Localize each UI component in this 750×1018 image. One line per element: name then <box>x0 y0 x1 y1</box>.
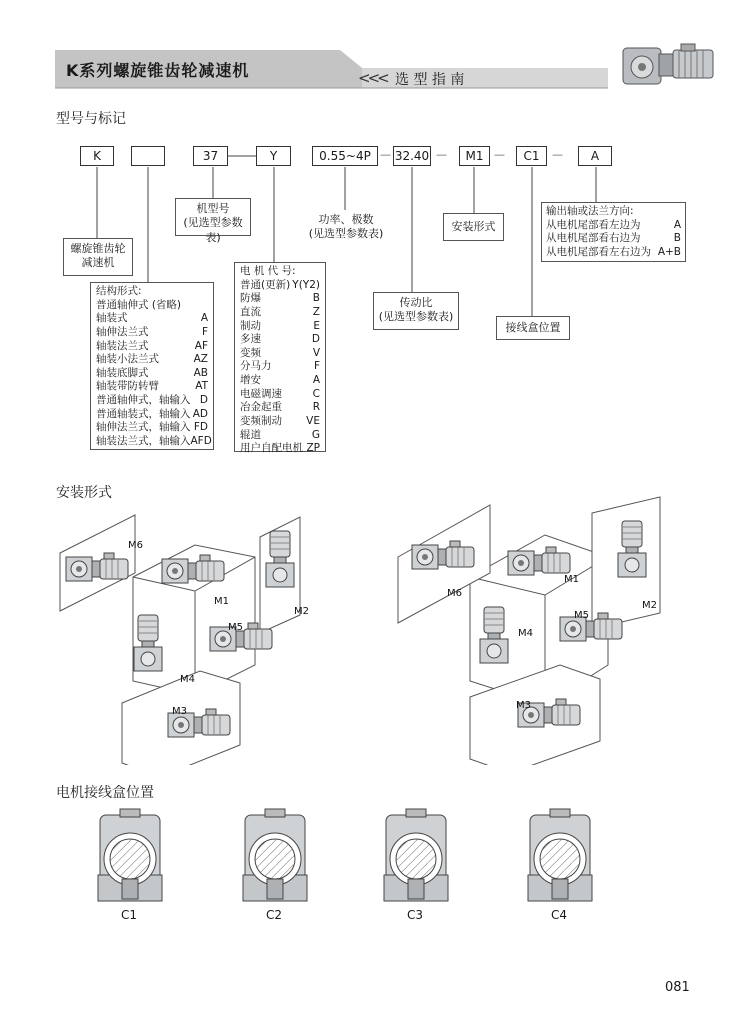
shaft-row <box>546 219 681 233</box>
code-box-mounting: M1 <box>459 146 490 166</box>
ratio-box <box>373 292 459 330</box>
separator: — <box>436 148 447 161</box>
motor-row: 变频制动 VE <box>240 415 320 428</box>
motor-code-box <box>234 262 326 455</box>
shaft-row-code: A <box>673 218 681 231</box>
mount-label-right: M3 <box>516 700 531 711</box>
model-number-box <box>175 198 251 244</box>
terminal-label: C1 <box>121 908 138 922</box>
separator: — <box>552 148 563 161</box>
mount-label-right: M1 <box>564 574 579 585</box>
separator: — <box>494 148 505 161</box>
shaft-row-code: A+B <box>657 245 681 258</box>
motor-row: 多速 D <box>240 333 320 346</box>
structure-row: 轴伸法兰式 F <box>96 325 208 338</box>
separator: — <box>380 148 391 161</box>
page-subtitle: 选 型 指 南 <box>395 72 465 88</box>
shaft-row <box>546 246 681 260</box>
mount-label-left: M5 <box>228 622 243 633</box>
structure-row: 轴装式 A <box>96 312 208 325</box>
structure-row: 轴装法兰式，轴输入 AFD <box>96 435 212 448</box>
mount-label-right: M4 <box>518 628 533 639</box>
mount-label-left: M4 <box>180 674 195 685</box>
motor-row: 普通(更新) Y(Y2) <box>240 278 320 291</box>
terminal-positions-diagram <box>0 805 750 905</box>
shaft-row-code: B <box>673 232 681 245</box>
code-box-power: 0.55~4P <box>312 146 378 166</box>
code-box-size: 37 <box>193 146 228 166</box>
reducer-name-box <box>63 238 133 276</box>
motor-row: 辊道 G <box>240 428 320 441</box>
model-number-note: (见选型参数表) <box>183 216 243 244</box>
terminal-label: C2 <box>266 908 283 922</box>
mount-label-right: M2 <box>642 600 657 611</box>
mount-label-right: M5 <box>574 610 589 621</box>
motor-row: 变频 V <box>240 346 320 359</box>
section-title-terminal: 电机接线盒位置 <box>56 785 154 801</box>
terminal-label: C4 <box>551 908 568 922</box>
motor-row: 电磁调速 C <box>240 387 320 400</box>
reducer-name-line1: 螺旋锥齿轮 <box>70 242 126 255</box>
ratio-note: (见选型参数表) <box>378 310 454 324</box>
code-box-terminal: C1 <box>516 146 547 166</box>
motor-row: 分马力 F <box>240 360 320 373</box>
motor-row: 冶金起重 R <box>240 401 320 414</box>
power-box <box>307 210 385 248</box>
code-box-motor: Y <box>256 146 291 166</box>
page-number: 081 <box>665 980 690 995</box>
structure-type-box <box>90 282 214 450</box>
motor-row: 直流 Z <box>240 305 320 318</box>
mount-label-left: M1 <box>214 596 229 607</box>
mounting-type-box: 安装形式 <box>443 213 504 241</box>
power-note: (见选型参数表) <box>308 227 384 241</box>
motor-row: 防爆 B <box>240 292 320 305</box>
structure-row: 轴装带防转臂 AT <box>96 380 208 393</box>
shaft-row <box>546 232 681 246</box>
code-box-ratio: 32.40 <box>393 146 431 166</box>
mount-label-left: M3 <box>172 706 187 717</box>
structure-row: 普通轴伸式，轴输入 D <box>96 394 208 407</box>
structure-row: 轴装小法兰式 AZ <box>96 353 208 366</box>
mount-label-left: M6 <box>128 540 143 551</box>
section-title-mounting: 安装形式 <box>56 485 112 501</box>
motor-row: 用户自配电机 ZP <box>240 442 320 455</box>
terminal-label: C3 <box>407 908 424 922</box>
code-box-shaft: A <box>578 146 612 166</box>
page-title: K系列螺旋锥齿轮减速机 <box>66 61 250 80</box>
chevron-icon: <<< <box>358 69 387 87</box>
mount-label-right: M6 <box>447 588 462 599</box>
mount-label-left: M2 <box>294 606 309 617</box>
reducer-name-line2: 减速机 <box>81 256 115 270</box>
mounting-positions-diagram <box>0 495 750 765</box>
shaft-direction-title: 输出轴或法兰方向: <box>546 205 634 217</box>
ratio-label: 传动比 <box>399 296 433 309</box>
structure-row: 普通轴装式，轴输入 AD <box>96 407 208 420</box>
motor-row: 增安 A <box>240 374 320 387</box>
structure-default: 普通轴伸式 (省略) <box>96 298 182 311</box>
shaft-row-text: 从电机尾部看左边为 <box>546 218 641 231</box>
structure-row: 轴装底脚式 AB <box>96 366 208 379</box>
section-title-model: 型号与标记 <box>56 111 126 127</box>
motor-code-title: 电 机 代 号: <box>240 265 296 277</box>
terminal-position-box: 接线盒位置 <box>496 316 570 340</box>
shaft-row-text: 从电机尾部看左右边为 <box>546 245 651 258</box>
structure-row: 轴装法兰式 AF <box>96 339 208 352</box>
shaft-row-text: 从电机尾部看右边为 <box>546 232 641 245</box>
code-box-series: K <box>80 146 114 166</box>
shaft-direction-box <box>541 202 686 262</box>
motor-row: 制动 E <box>240 319 320 332</box>
code-box-structure <box>131 146 165 166</box>
model-number-label: 机型号 <box>196 202 230 215</box>
structure-title: 结构形式: <box>96 285 142 297</box>
power-label: 功率、极数 <box>318 213 374 226</box>
structure-row: 轴伸法兰式，轴输入 FD <box>96 421 208 434</box>
